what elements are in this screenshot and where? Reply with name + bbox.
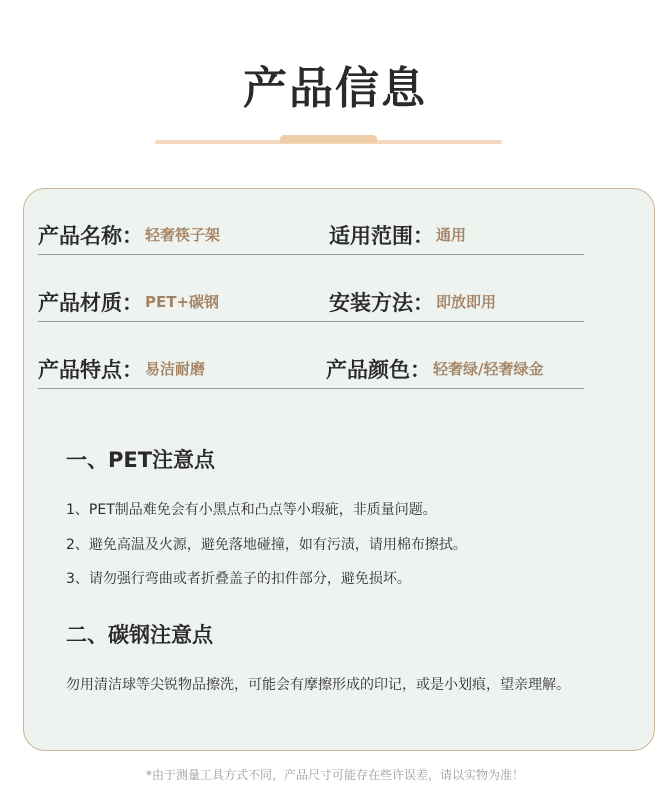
spec-feature	[38, 349, 302, 389]
page-title: 产品信息	[243, 63, 427, 114]
spec-value: 轻奢绿/轻奢绿金	[433, 360, 544, 378]
spec-value: 易洁耐磨	[145, 360, 206, 378]
spec-label: 安装方法：	[329, 290, 434, 315]
steel-note-text: 勿用清洁球等尖锐物品擦洗，可能会有摩擦形成的印记，或是小划痕，望亲理解。	[66, 677, 570, 693]
title-underline-accent	[280, 135, 377, 143]
spec-value: PET+碳钢	[145, 293, 220, 311]
spec-label: 产品材质：	[38, 290, 143, 315]
pet-note-item: 1、PET制品难免会有小黑点和凸点等小瑕疵，非质量问题。	[66, 502, 437, 518]
spec-install-method	[302, 282, 584, 322]
spec-label: 产品名称：	[38, 223, 143, 248]
measurement-disclaimer: *由于测量工具方式不同，产品尺寸可能存在些许误差，请以实物为准！	[145, 768, 524, 782]
spec-value: 轻奢筷子架	[145, 226, 221, 244]
spec-value: 通用	[436, 226, 467, 244]
steel-notes-heading: 二、碳钢注意点	[66, 623, 213, 647]
spec-label: 产品颜色：	[326, 357, 431, 382]
spec-product-name	[38, 215, 302, 255]
pet-notes-heading: 一、PET注意点	[66, 448, 216, 472]
spec-material	[38, 282, 302, 322]
spec-color	[302, 349, 584, 389]
spec-usage-scope	[302, 215, 584, 255]
spec-label: 产品特点：	[38, 357, 143, 382]
spec-label: 适用范围：	[329, 223, 434, 248]
pet-note-item: 2、避免高温及火源，避免落地碰撞，如有污渍，请用棉布擦拭。	[66, 537, 467, 553]
spec-value: 即放即用	[436, 293, 497, 311]
pet-note-item: 3、请勿强行弯曲或者折叠盖子的扣件部分，避免损坏。	[66, 571, 411, 587]
product-info-card	[23, 188, 655, 751]
